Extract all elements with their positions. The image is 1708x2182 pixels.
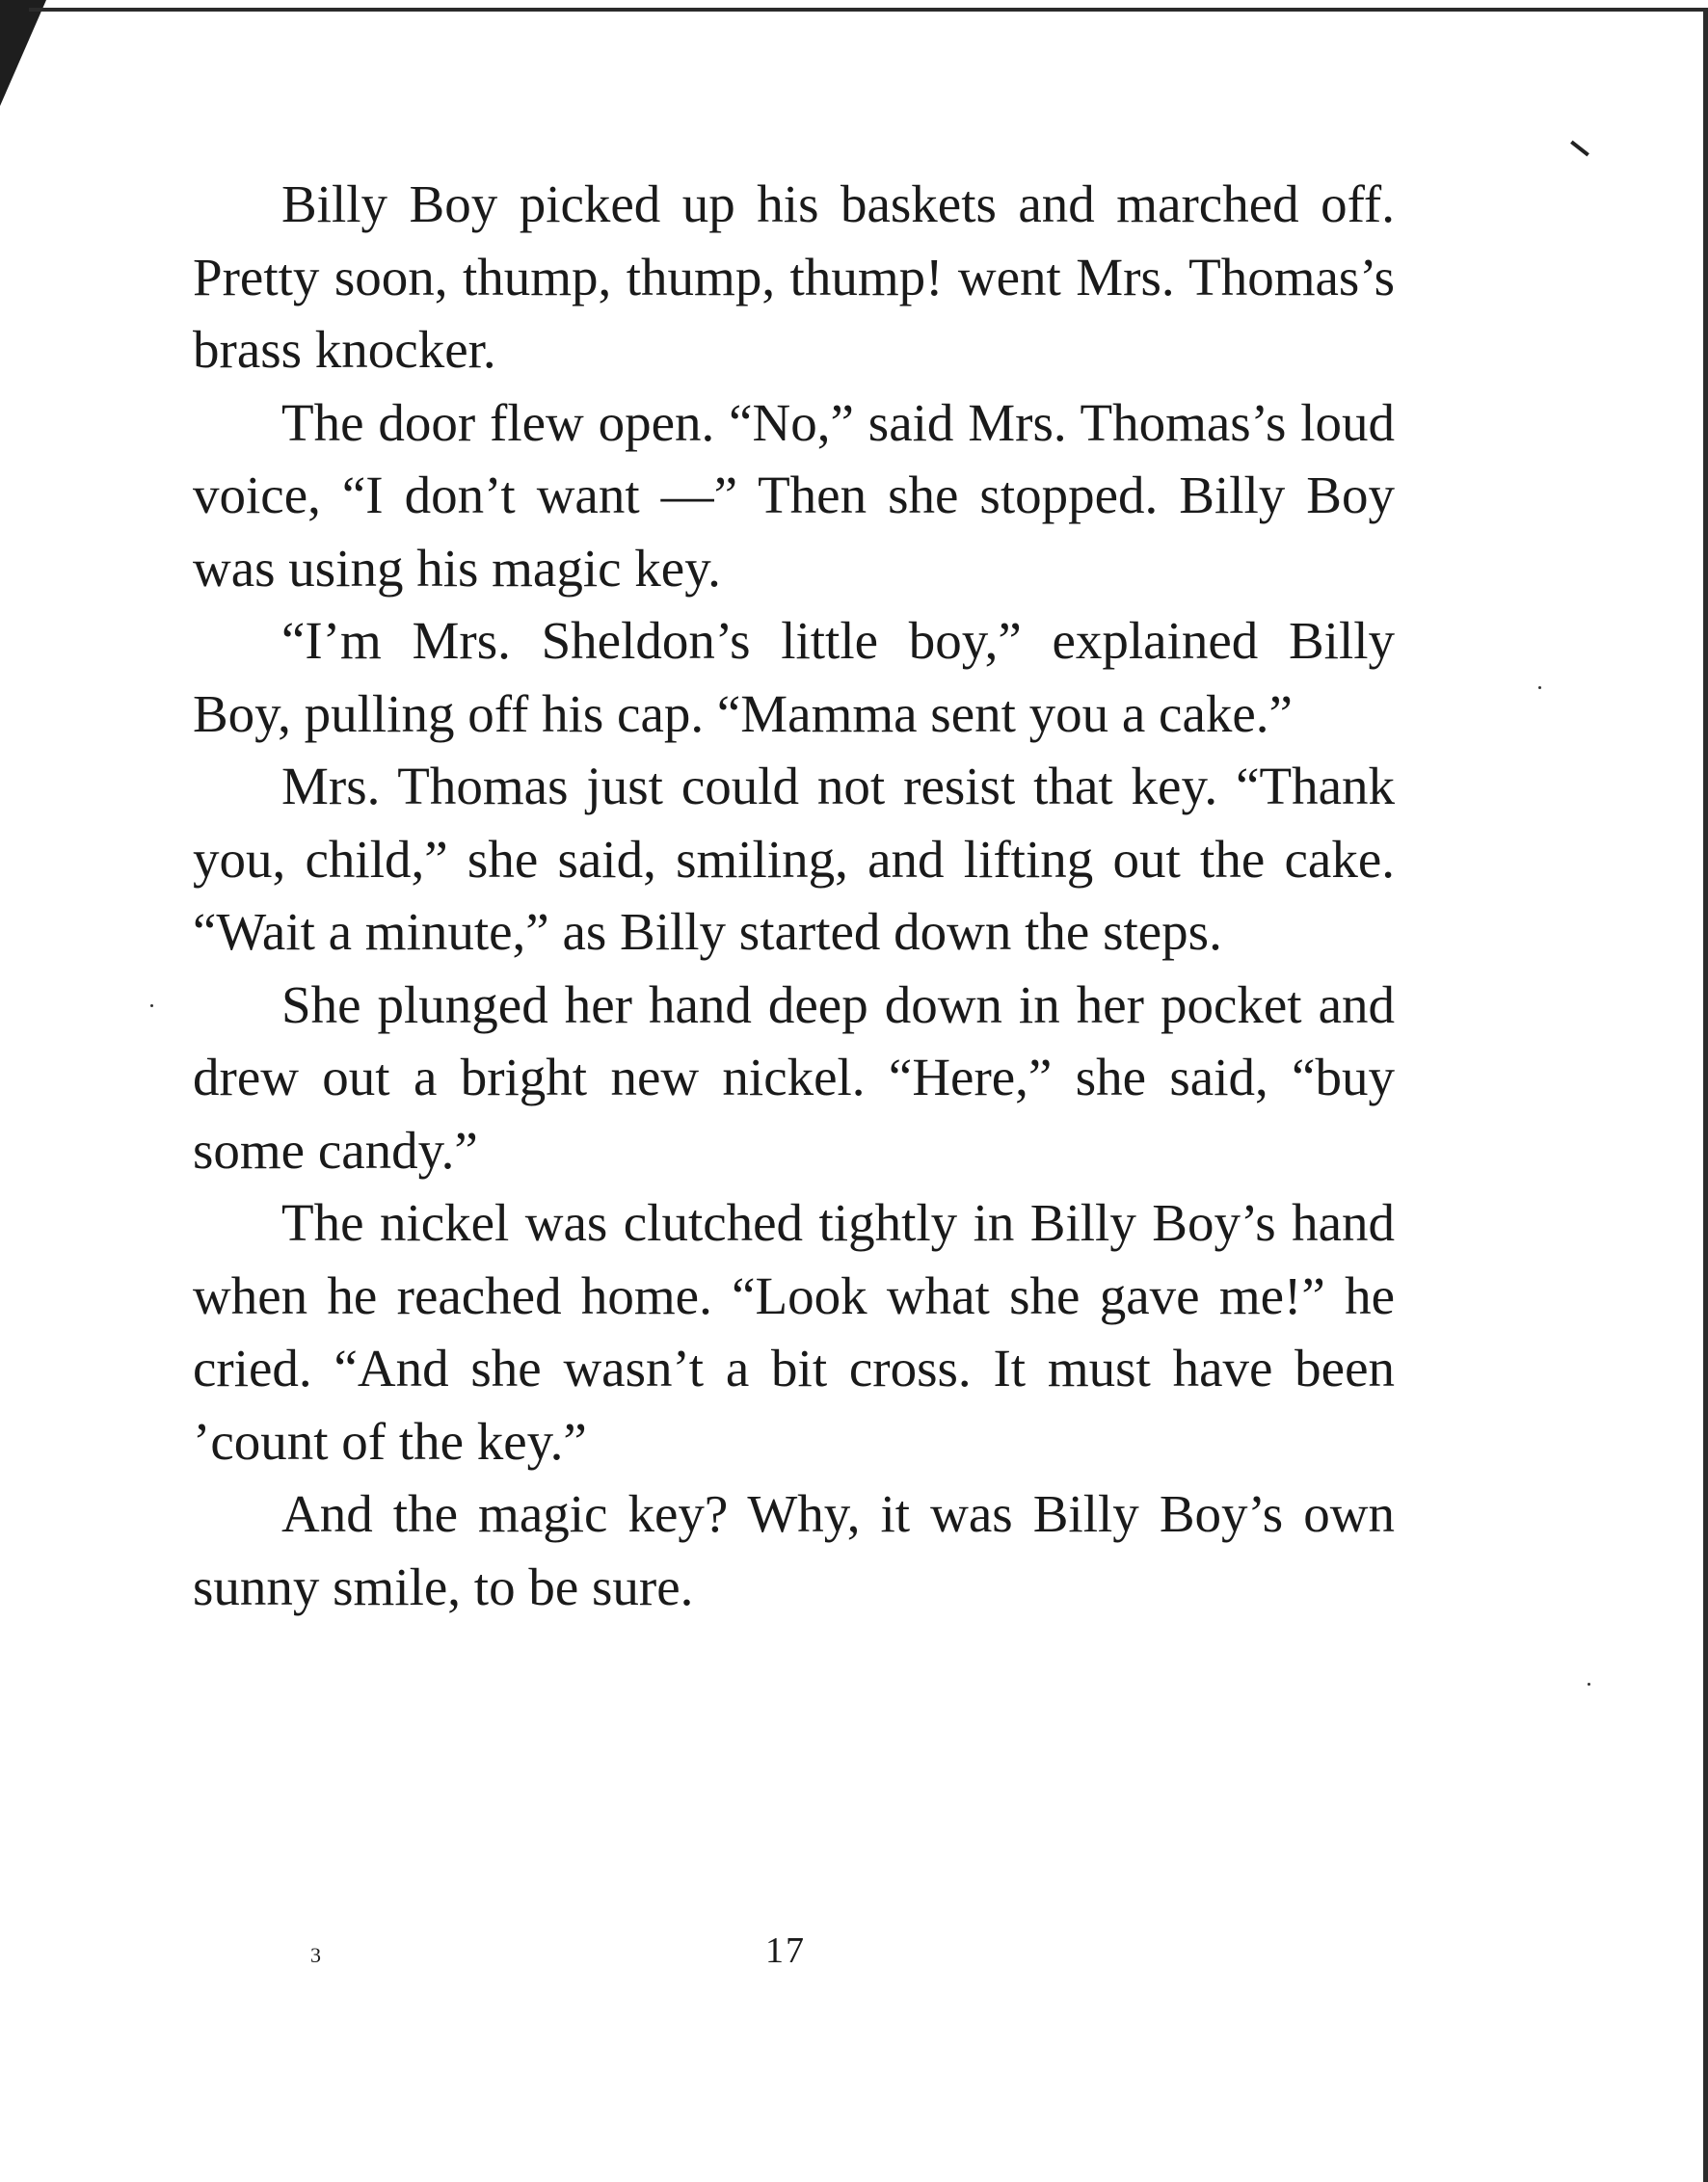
paragraph: And the magic key? Why, it was Billy Boy’s own sunny smile, to be sure. [193,1484,1395,1616]
paragraph: “I’m Mrs. Sheldon’s little boy,” explained Billy Boy, pulling off his cap. “Mamma sent you a cake.” [193,611,1395,743]
paragraph: The door flew open. “No,” said Mrs. Thomas’s loud voice, “I don’t want —” Then she stopped. Billy Boy was using his magic key. [193,392,1395,598]
paragraph: The nickel was clutched tightly in Billy Boy’s hand when he reached home. “Look what she gave me!” he cried. “And she wasn’t a bit cross. It must have been ’count of the key.” [193,1193,1395,1471]
dust-speck [150,1004,153,1007]
paragraph: Billy Boy picked up his baskets and marched off. Pretty soon, thump, thump, thump! went Mrs. Thomas’s brass knocker. [193,174,1395,379]
page-number: 17 [765,1930,806,1971]
signature-mark: 3 [310,1943,321,1967]
paragraph: Mrs. Thomas just could not resist that key. “Thank you, child,” she said, smiling, and lifting out the cake. “Wait a minute,” as Billy started down the steps. [193,757,1395,961]
stray-mark [1570,141,1589,157]
dust-speck [1588,1683,1590,1686]
dust-speck [1538,686,1541,689]
scan-corner-shadow [0,0,46,106]
scan-edge-right [1703,8,1708,2182]
page-body [193,168,1395,1623]
scan-edge-top [29,8,1708,12]
scan-corner-shadow-top [0,0,29,12]
paragraph: She plunged her hand deep down in her pocket and drew out a bright new nickel. “Here,” she said, “buy some candy.” [193,974,1395,1180]
